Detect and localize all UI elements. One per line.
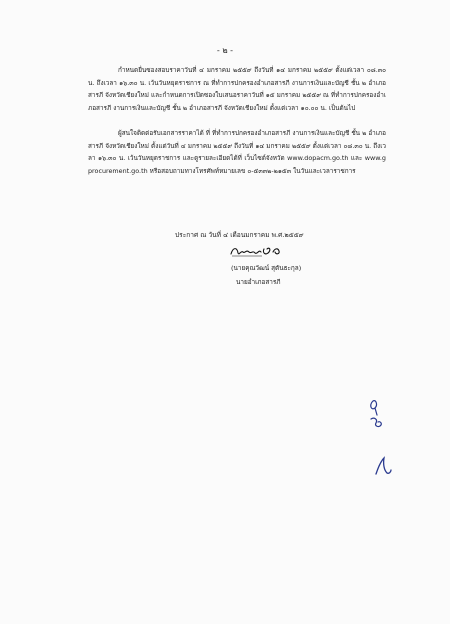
paragraph-submission-schedule <box>88 64 386 114</box>
paragraph-text: ผู้สนใจติดต่อรับเอกสารราคาได้ ที่ ที่ทำการปกครองอำเภอสารภี งานการเงินและบัญชี ชั้น ๒ อำเภอสารภี จังหวัดเชียงใหม่ ตั้งแต่วันที่ ๔ มกราคม ๒๕๕๙ ถึงวันที่ ๑๔ มกราคม ๒๕๕๙ ตั้งแต่เวลา ๐๘.๓๐ น. ถึงเวลา ๑๖.๓๐ น. เว้นวันหยุดราชการ และดูรายละเอียดได้ที่ เว็บไซต์จังหวัด www.dopacm.go.th และ www.gprocurement.go.th หรือสอบถามทางโทรศัพท์หมายเลข ๐-๕๓๓๒-๒๑๕๓ ในวันและเวลาราชการ <box>88 129 386 175</box>
announcement-date: ประกาศ ณ วันที่ ๔ เดือนมกราคม พ.ศ.๒๕๕๙ <box>175 231 304 239</box>
handwritten-signature <box>228 243 288 259</box>
paragraph-document-pickup <box>88 127 386 177</box>
paragraph-text: กำหนดยื่นซองสอบราคาวันที่ ๔ มกราคม ๒๕๕๙ ถึงวันที่ ๑๔ มกราคม ๒๕๕๙ ตั้งแต่เวลา ๐๘.๓๐ น. ถึงเวลา ๑๖.๓๐ น. เว้นวันหยุดราชการ ณ ที่ทำการปกครองอำเภอสารภี งานการเงินและบัญชี ชั้น ๒ อำเภอสารภี จังหวัดเชียงใหม่ และกำหนดการเปิดซองใบเสนอราคาวันที่ ๑๕ มกราคม ๒๕๕๙ ณ ที่ทำการปกครองอำเภอสารภี งานการเงินและบัญชี ชั้น ๒ อำเภอสารภี จังหวัดเชียงใหม่ ตั้งแต่เวลา ๑๐.๐๐ น. เป็นต้นไป <box>88 66 386 112</box>
signatory-name: (นายคุณวัฒน์ สุตันธะกุล) <box>231 264 302 272</box>
page-number: - ๒ - <box>216 46 234 55</box>
handwritten-initial-mark <box>372 455 394 477</box>
handwritten-initials-mark <box>365 395 387 435</box>
signatory-title: นายอำเภอสารภี <box>236 278 281 286</box>
